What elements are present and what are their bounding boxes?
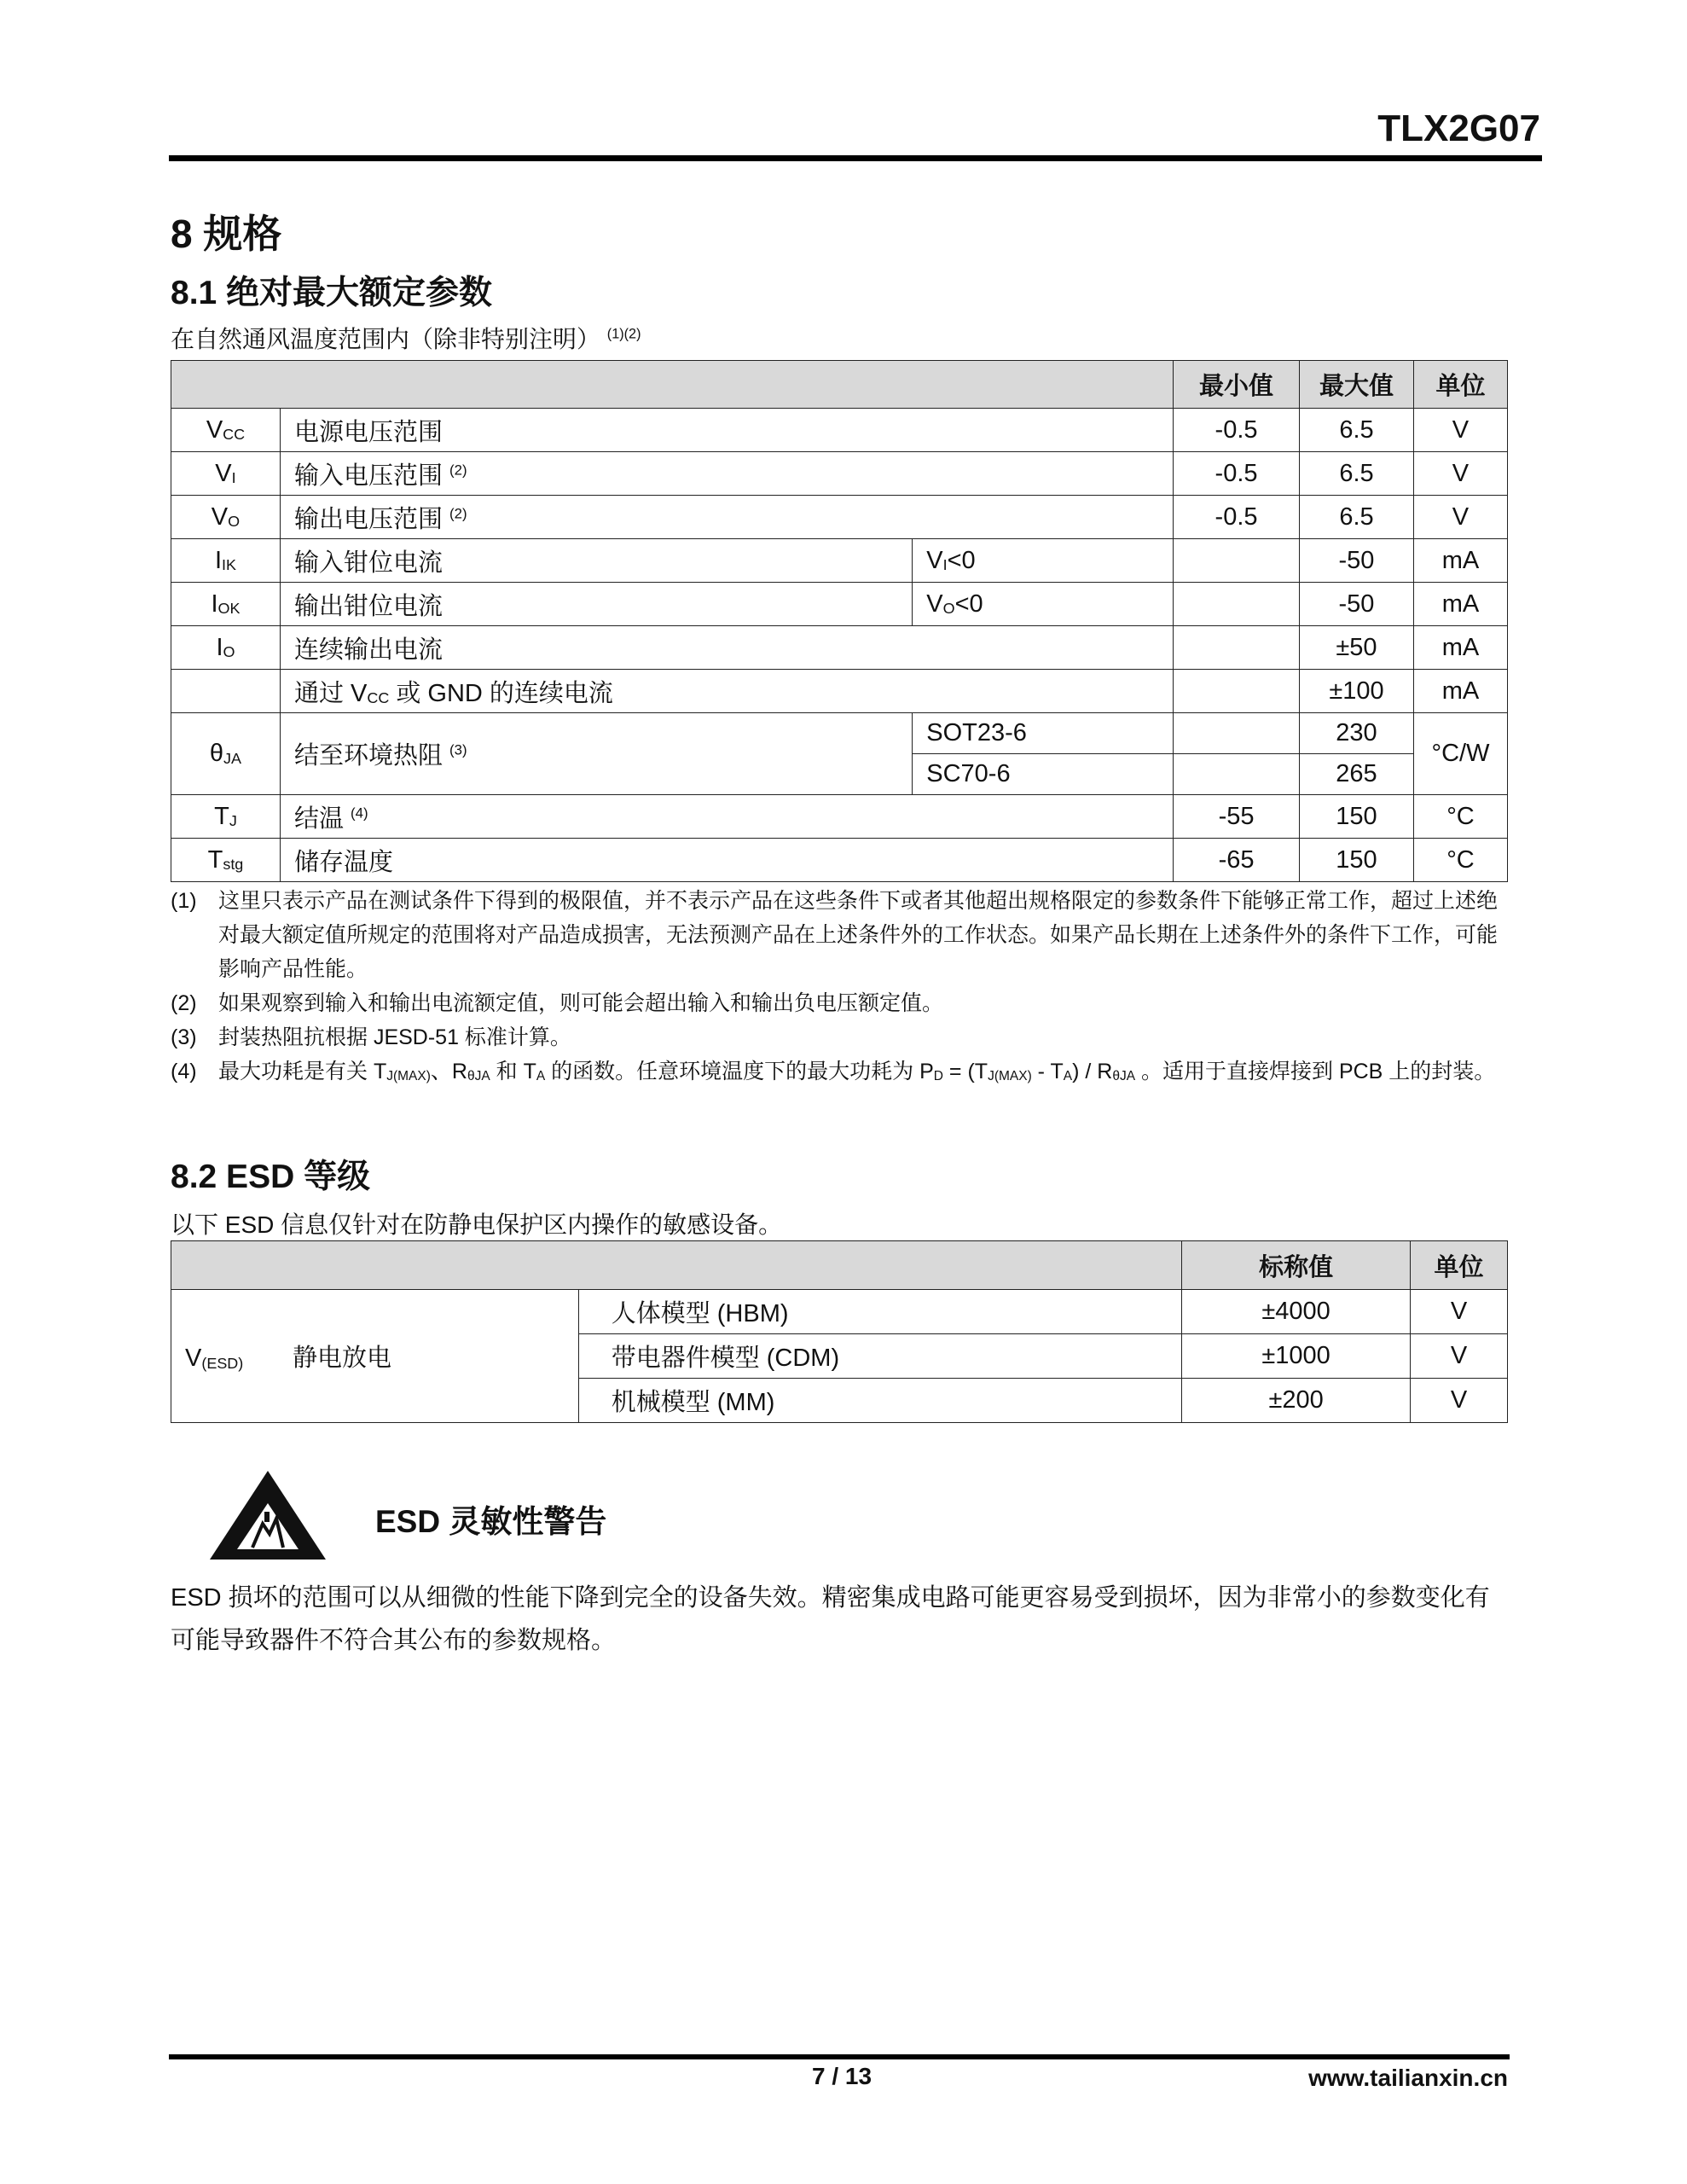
min-value [1174,754,1300,795]
table-row [171,452,1508,496]
param-symbol [171,670,281,713]
esd-table [171,1240,1508,1423]
min-value: -65 [1174,839,1300,882]
table-row [171,539,1508,583]
footnote: (3) 封装热阻抗根据 JESD-51 标准计算。 [171,1025,571,1049]
table-header-row [171,1241,1508,1290]
min-value [1174,626,1300,670]
param-symbol: $\theta_{JA}$ [171,713,281,795]
unit: V [1411,1379,1508,1423]
min-value [1174,670,1300,713]
min-value: -0.5 [1174,496,1300,539]
max-value: 150 [1300,839,1414,882]
max-value: 6.5 [1300,496,1414,539]
table-row [171,626,1508,670]
param-desc: 输入电压范围 $^{(2)}$ [280,452,1173,496]
esd-model: 人体模型 (HBM) [578,1290,1181,1334]
unit: mA [1413,670,1507,713]
max-value: ±100 [1300,670,1414,713]
esd-parameter: $V_{(ESD)}$ 静电放电 [171,1290,579,1423]
param-symbol: $V_O$ [171,496,281,539]
param-desc: 结至环境热阻 $^{(3)}$ [280,713,912,795]
table-row [171,409,1508,452]
param-desc: 电源电压范围 [280,409,1173,452]
param-desc: 输出钳位电流 [280,583,912,626]
table-row [171,1290,1508,1334]
param-condition: $V_O<0$ [913,583,1174,626]
esd-warning-icon [205,1464,331,1569]
min-value [1174,583,1300,626]
esd-subtitle: 以下 ESD 信息仅针对在防静电保护区内操作的敏感设备。 [171,1211,783,1238]
param-desc: 输出电压范围 $^{(2)}$ [280,496,1173,539]
unit: °C/W [1413,713,1507,795]
package-name: SC70-6 [913,754,1174,795]
header-rule [169,155,1542,161]
param-desc: 结温 $^{(4)}$ [280,795,1173,839]
table-row [171,496,1508,539]
footnote: (1) 这里只表示产品在测试条件下得到的极限值，并不表示产品在这些条件下或者其他超出规格限定的参数条件下能够正常工作，超过上述绝对最大额定值所规定的范围将对产品造成损害，无法预测产品在上述条件外的工作状态。如果产品长期在上述条件外的条件下工作，可能影响产品性能。 [171,889,1499,981]
param-symbol: $I_O$ [171,626,281,670]
max-value: 6.5 [1300,409,1414,452]
table-row [171,795,1508,839]
param-symbol: $T_{stg}$ [171,839,281,882]
esd-value: ±4000 [1182,1290,1411,1334]
subsection-title-amr: 8.1 绝对最大额定参数 [171,275,493,311]
header-min: 最小值 [1174,361,1300,409]
unit: V [1413,496,1507,539]
max-value: -50 [1300,539,1414,583]
esd-model: 带电器件模型 (CDM) [578,1334,1181,1379]
esd-model: 机械模型 (MM) [578,1379,1181,1423]
param-symbol: $I_{OK}$ [171,583,281,626]
footnotes [171,884,1510,1092]
min-value: -0.5 [1174,452,1300,496]
page-number: 7 / 13 [812,2063,872,2089]
unit: V [1411,1290,1508,1334]
header-unit: 单位 [1411,1241,1508,1290]
min-value [1174,539,1300,583]
subsection-title-esd: 8.2 ESD 等级 [171,1159,371,1195]
max-value: 230 [1300,713,1414,754]
max-value: -50 [1300,583,1414,626]
header-unit: 单位 [1413,361,1507,409]
param-desc: 储存温度 [280,839,1173,882]
table-header-row [171,361,1508,409]
table-row [171,670,1508,713]
unit: °C [1413,839,1507,882]
param-symbol: $V_I$ [171,452,281,496]
param-symbol: $T_J$ [171,795,281,839]
esd-value: ±200 [1182,1379,1411,1423]
unit: °C [1413,795,1507,839]
header-max: 最大值 [1300,361,1414,409]
param-condition: $V_I<0$ [913,539,1174,583]
param-symbol: $V_{CC}$ [171,409,281,452]
min-value [1174,713,1300,754]
header-nominal: 标称值 [1182,1241,1411,1290]
unit: V [1413,452,1507,496]
unit: mA [1413,583,1507,626]
footnote: (2) 如果观察到输入和输出电流额定值，则可能会超出输入和输出负电压额定值。 [171,991,944,1015]
unit: mA [1413,539,1507,583]
max-value: ±50 [1300,626,1414,670]
min-value: -0.5 [1174,409,1300,452]
param-desc: 输入钳位电流 [280,539,912,583]
max-value: 6.5 [1300,452,1414,496]
max-value: 150 [1300,795,1414,839]
esd-value: ±1000 [1182,1334,1411,1379]
param-desc: 通过 $V_{CC}$ 或 GND 的连续电流 [280,670,1173,713]
footnote: (4) 最大功耗是有关 $T_{J(MAX)}$、$R_{\theta JA}$ 和 $T_A$ 的函数。任意环境温度下的最大功耗为 $P_D = (T_{J(MAX)} - T_A) / R_{\theta JA}$ 。适用于直接焊接到 PCB 上的封装。 [171,1060,1496,1084]
param-symbol: $I_{IK}$ [171,539,281,583]
table-row [171,839,1508,882]
amr-subtitle: 在自然通风温度范围内（除非特别注明） $^{(1)(2)}$ [171,326,641,352]
section-title: 8 规格 [171,212,282,256]
max-value: 265 [1300,754,1414,795]
unit: mA [1413,626,1507,670]
footer-rule [169,2054,1510,2059]
table-row [171,583,1508,626]
package-name: SOT23-6 [913,713,1174,754]
unit: V [1411,1334,1508,1379]
table-row [171,713,1508,754]
warning-title: ESD 灵敏性警告 [375,1504,607,1539]
min-value: -55 [1174,795,1300,839]
param-desc: 连续输出电流 [280,626,1173,670]
unit: V [1413,409,1507,452]
amr-table [171,360,1508,882]
warning-body: ESD 损坏的范围可以从细微的性能下降到完全的设备失效。精密集成电路可能更容易受到损坏，因为非常小的参数变化有可能导致器件不符合其公布的参数规格。 [171,1584,1490,1654]
document-title: TLX2G07 [1377,107,1540,149]
website-link[interactable]: www.tailianxin.cn [1308,2065,1508,2091]
